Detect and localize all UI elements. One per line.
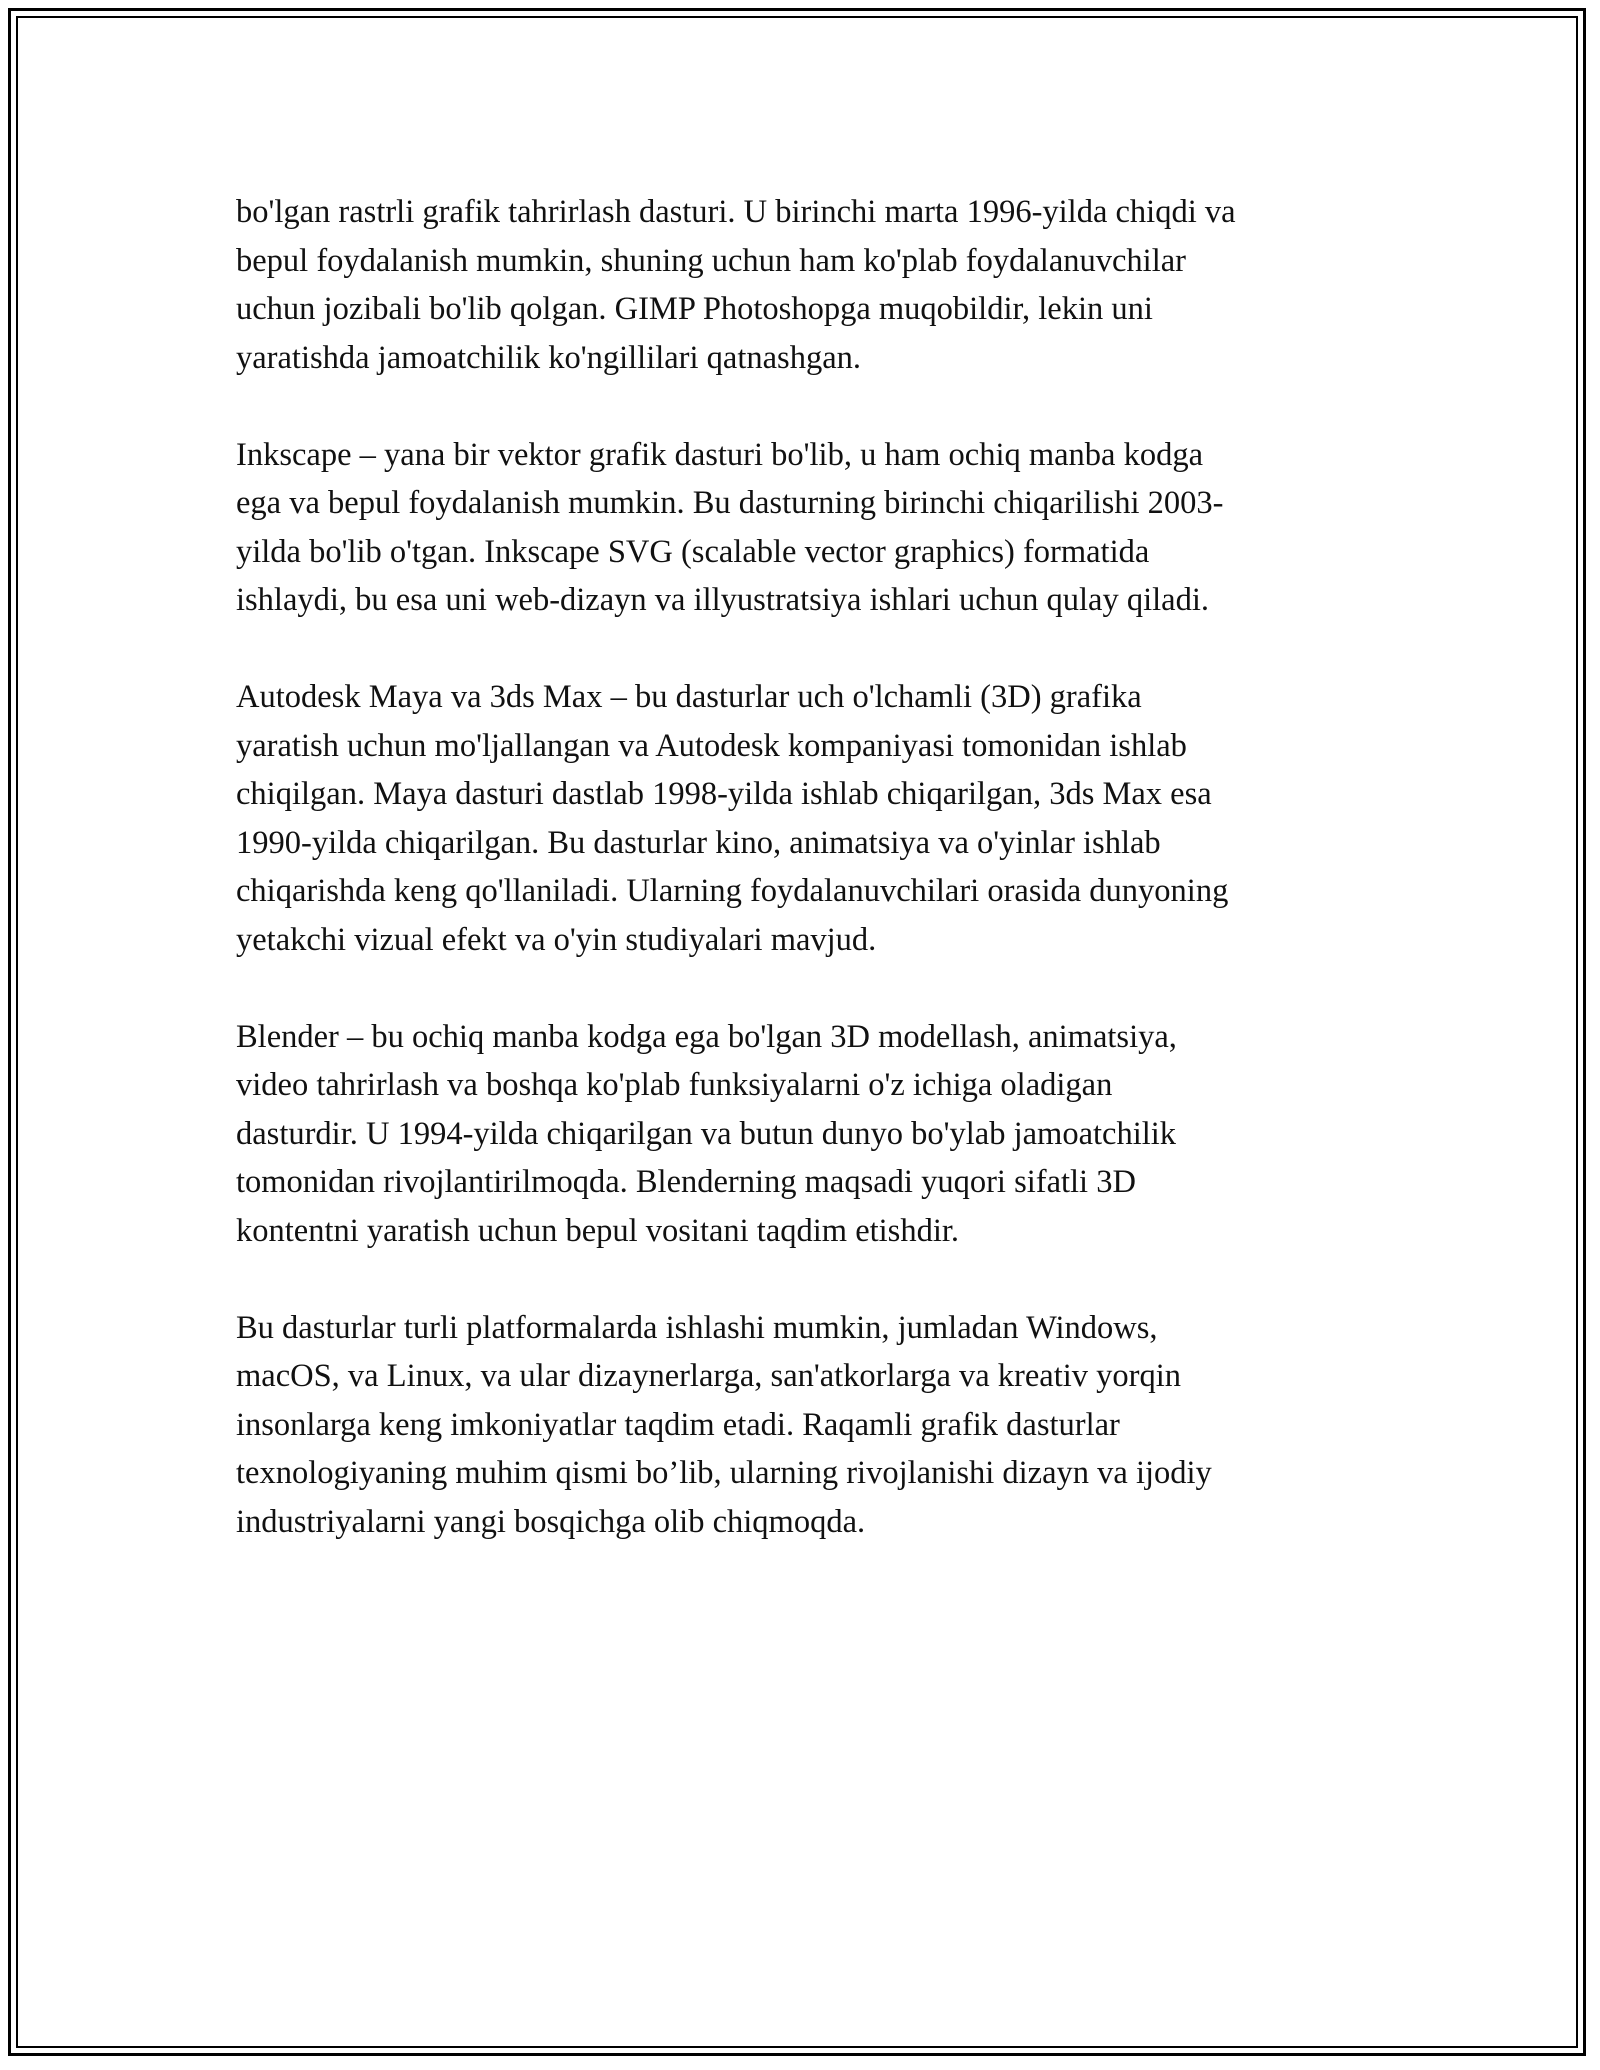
text-line: industriyalarni yangi bosqichga olib chiqmoqda.	[236, 1503, 866, 1540]
text-line: yetakchi vizual efekt va o'yin studiyalari mavjud.	[236, 921, 877, 958]
text-line: Bu dasturlar turli platformalarda ishlashi mumkin, jumladan Windows,	[236, 1309, 1158, 1346]
text-line: bepul foydalanish mumkin, shuning uchun ham ko'plab foydalanuvchilar	[236, 242, 1186, 279]
text-line: video tahrirlash va boshqa ko'plab funksiyalarni o'z ichiga oladigan	[236, 1067, 1113, 1103]
text-line: dasturdir. U 1994-yilda chiqarilgan va butun dunyo bo'ylab jamoatchilik	[236, 1115, 1177, 1152]
paragraph-gimp	[236, 188, 1386, 382]
paragraph-autodesk	[236, 673, 1386, 964]
text-line: Blender – bu ochiq manba kodga ega bo'lgan 3D modellash, animatsiya,	[236, 1018, 1177, 1055]
text-line: chiqilgan. Maya dasturi dastlab 1998-yilda ishlab chiqarilgan, 3ds Max esa	[236, 776, 1212, 812]
text-line: Inkscape – yana bir vektor grafik dasturi bo'lib, u ham ochiq manba kodga	[236, 436, 1204, 473]
paragraph-inkscape	[236, 431, 1386, 625]
text-line: kontentni yaratish uchun bepul vositani taqdim etishdir.	[236, 1212, 960, 1249]
text-line: ishlaydi, bu esa uni web-dizayn va illyustratsiya ishlari uchun qulay qiladi.	[236, 582, 1209, 618]
text-line: yilda bo'lib o'tgan. Inkscape SVG (scalable vector graphics) formatida	[236, 533, 1150, 570]
text-line: Autodesk Maya va 3ds Max – bu dasturlar uch o'lchamli (3D) grafika	[236, 679, 1142, 715]
text-line: bo'lgan rastrli grafik tahrirlash dasturi. U birinchi marta 1996-yilda chiqdi va	[236, 194, 1236, 230]
text-line: macOS, va Linux, va ular dizaynerlarga, san'atkorlarga va kreativ yorqin	[236, 1358, 1182, 1394]
text-line: insonlarga keng imkoniyatlar taqdim etadi. Raqamli grafik dasturlar	[236, 1406, 1120, 1443]
text-line: texnologiyaning muhim qismi bo’lib, ularning rivojlanishi dizayn va ijodiy	[236, 1455, 1212, 1491]
text-line: uchun jozibali bo'lib qolgan. GIMP Photoshopga muqobildir, lekin uni	[236, 291, 1153, 327]
paragraph-blender	[236, 1013, 1386, 1256]
text-line: yaratishda jamoatchilik ko'ngillilari qatnashgan.	[236, 339, 861, 376]
document-body	[236, 188, 1386, 1595]
text-line: ega va bepul foydalanish mumkin. Bu dasturning birinchi chiqarilishi 2003-	[236, 485, 1224, 521]
text-line: chiqarishda keng qo'llaniladi. Ularning foydalanuvchilari orasida dunyoning	[236, 873, 1229, 909]
text-line: 1990-yilda chiqarilgan. Bu dasturlar kino, animatsiya va o'yinlar ishlab	[236, 824, 1161, 861]
text-line: yaratish uchun mo'ljallangan va Autodesk kompaniyasi tomonidan ishlab	[236, 727, 1187, 764]
paragraph-platforms	[236, 1304, 1386, 1547]
text-line: tomonidan rivojlantirilmoqda. Blenderning maqsadi yuqori sifatli 3D	[236, 1164, 1136, 1200]
